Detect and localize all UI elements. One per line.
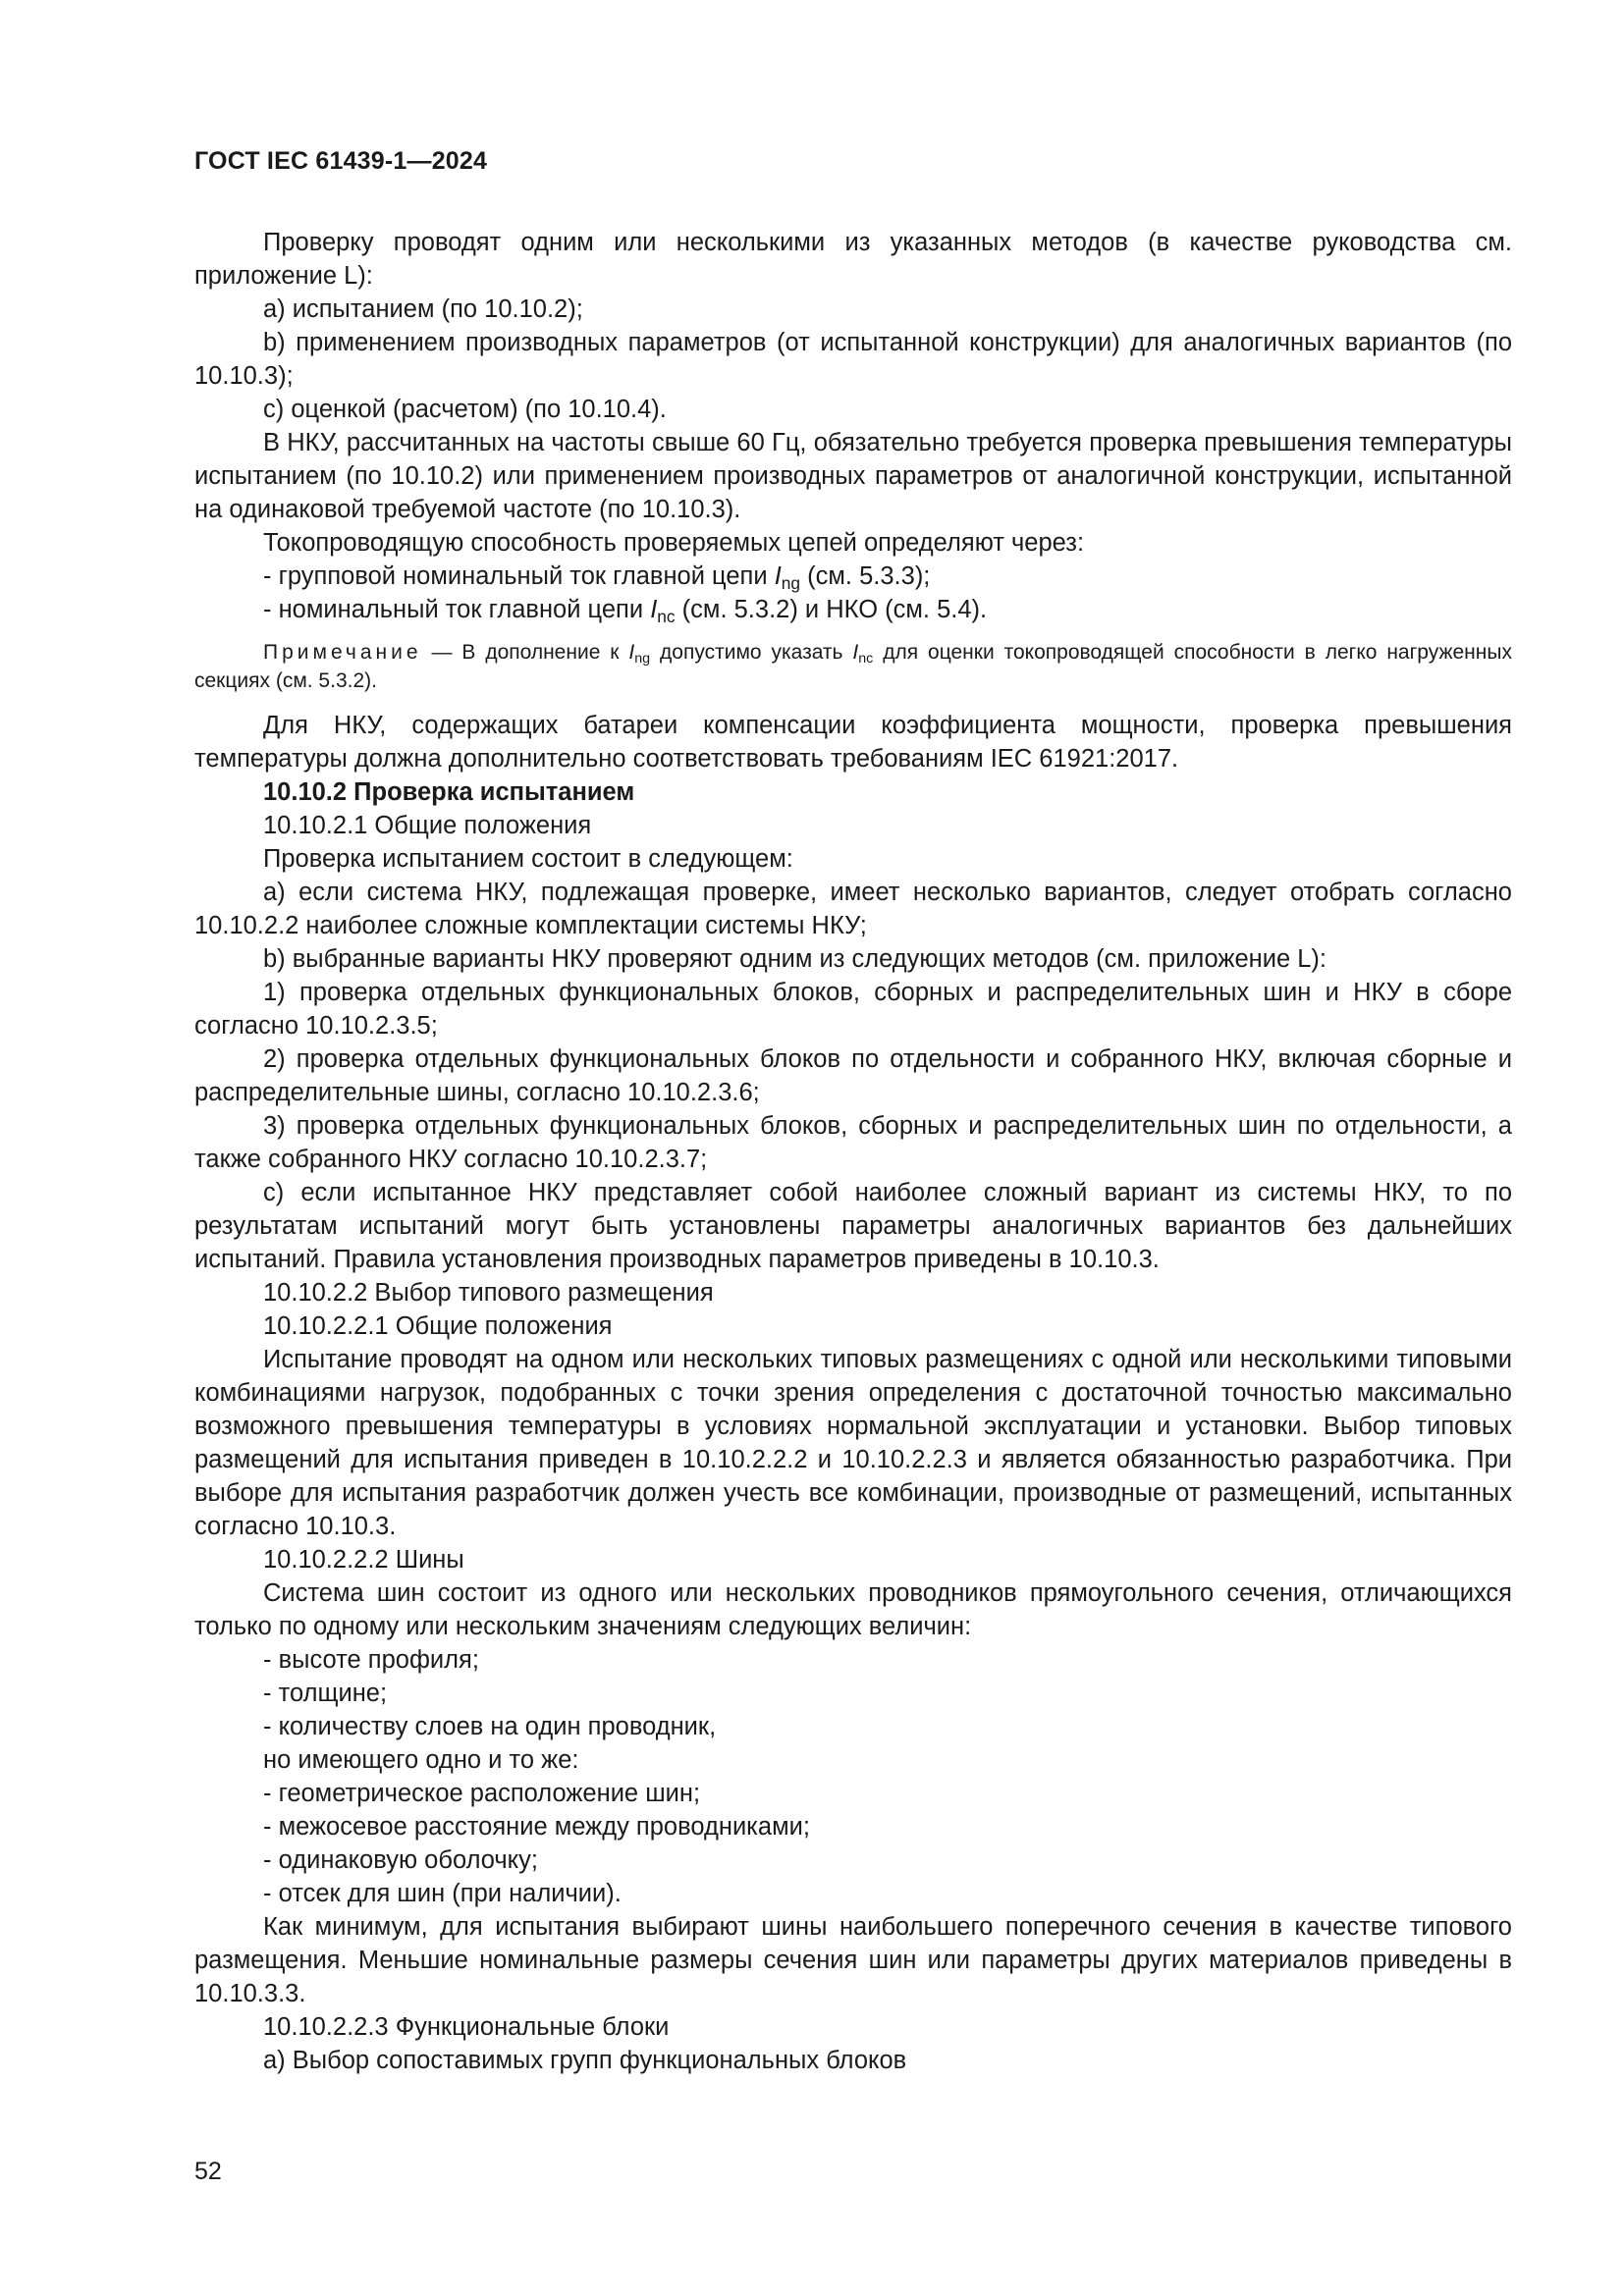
subscript: nc bbox=[657, 606, 676, 626]
list-item: - одинаковую оболочку; bbox=[263, 1846, 538, 1874]
list-item: а) если система НКУ, подлежащая проверке, имеет несколько вариантов, следует отобрать согласно 10.10.2.2 наиболее сложные комплектации системы НКУ; bbox=[194, 879, 1512, 939]
paragraph: Проверка испытанием состоит в следующем: bbox=[263, 845, 793, 873]
paragraph: Система шин состоит из одного или нескольких проводников прямоугольного сечения, отличающихся только по одному или нескольким значениям следующих величин: bbox=[194, 1579, 1512, 1640]
paragraph: Проверку проводят одним или несколькими из указанных методов (в качестве руководства см. приложение L): bbox=[194, 229, 1512, 290]
paragraph: Для НКУ, содержащих батареи компенсации коэффициента мощности, проверка превышения температуры должна дополнительно соответствовать требованиям IEC 61921:2017. bbox=[194, 712, 1512, 773]
list-item: а) испытанием (по 10.10.2); bbox=[263, 295, 583, 323]
subsection-heading: 10.10.2.2 Выбор типового размещения bbox=[263, 1279, 714, 1307]
list-item: c) оценкой (расчетом) (по 10.10.4). bbox=[263, 396, 667, 423]
subscript: ng bbox=[781, 572, 801, 593]
list-item: 3) проверка отдельных функциональных блоков, сборных и распределительных шин по отдельности, а также собранного НКУ согласно 10.10.2.3.7; bbox=[194, 1112, 1512, 1173]
paragraph: а) Выбор сопоставимых групп функциональных блоков bbox=[263, 2047, 907, 2074]
list-item: но имеющего одно и то же: bbox=[263, 1746, 579, 1774]
list-item: - высоте профиля; bbox=[263, 1646, 479, 1674]
list-item: - толщине; bbox=[263, 1680, 388, 1707]
body-text bbox=[194, 226, 1512, 2077]
subsection-heading: 10.10.2.2.3 Функциональные блоки bbox=[263, 2013, 670, 2041]
symbol: I bbox=[774, 562, 782, 590]
list-item: - отсек для шин (при наличии). bbox=[263, 1880, 622, 1907]
list-item: - количеству слоев на один проводник, bbox=[263, 1713, 717, 1740]
subsection-heading: 10.10.2.2.2 Шины bbox=[263, 1546, 464, 1574]
list-item: b) выбранные варианты НКУ проверяют одним из следующих методов (см. приложение L): bbox=[263, 945, 1327, 973]
subsection-heading: 10.10.2.2.1 Общие положения bbox=[263, 1312, 613, 1340]
paragraph: Испытание проводят на одном или нескольких типовых размещениях с одной или несколькими типовыми комбинациями нагрузок, подобранных с точки зрения определения с достаточной точностью максимально возможного превышения температуры в условиях нормальной эксплуатации и установки. Выбор типовых размещений для испытания приведен в 10.10.2.2.2 и 10.10.2.2.3 и является обязанностью разработчика. При выборе для испытания разработчик должен учесть все комбинации, производные от размещений, испытанных согласно 10.10.3. bbox=[194, 1346, 1512, 1540]
list-item: 2) проверка отдельных функциональных блоков по отдельности и собранного НКУ, включая сборные и распределительные шины, согласно 10.10.2.3.6; bbox=[194, 1045, 1512, 1106]
list-item: - геометрическое расположение шин; bbox=[263, 1780, 701, 1807]
list-item: - номинальный ток главной цепи $I_{nc}$ (см. 5.3.2) и НКО (см. 5.4). bbox=[263, 596, 988, 626]
page-number: 52 bbox=[194, 2158, 222, 2185]
symbol: I bbox=[650, 596, 658, 623]
paragraph: Токопроводящую способность проверяемых цепей определяют через: bbox=[263, 529, 1085, 557]
section-heading: 10.10.2 Проверка испытанием bbox=[263, 778, 635, 806]
list-item: 1) проверка отдельных функциональных блоков, сборных и распределительных шин и НКУ в сборе согласно 10.10.2.3.5; bbox=[194, 979, 1512, 1040]
subsection-heading: 10.10.2.1 Общие положения bbox=[263, 812, 592, 839]
paragraph: В НКУ, рассчитанных на частоты свыше 60 Гц, обязательно требуется проверка превышения температуры испытанием (по 10.10.2) или применением производных параметров от аналогичной конструкции, испытанной на одинаковой требуемой частоте (по 10.10.3). bbox=[194, 429, 1512, 523]
note: Примечание — В дополнение к $I_{ng}$ допустимо указать $I_{nc}$ для оценки токопроводящей способности в легко нагруженных секциях (см. 5.3.2). bbox=[194, 641, 1512, 692]
list-item: - групповой номинальный ток главной цепи $I_{ng}$ (см. 5.3.3); bbox=[263, 562, 931, 593]
document-header: ГОСТ IEC 61439-1—2024 bbox=[194, 147, 488, 175]
list-item: b) применением производных параметров (от испытанной конструкции) для аналогичных вариантов (по 10.10.3); bbox=[194, 329, 1512, 390]
list-item: - межосевое расстояние между проводниками; bbox=[263, 1813, 810, 1841]
note-label: Примечание bbox=[263, 641, 422, 664]
paragraph: Как минимум, для испытания выбирают шины наибольшего поперечного сечения в качестве типового размещения. Меньшие номинальные размеры сечения шин или параметры других материалов приведены в 10.10.3.3. bbox=[194, 1913, 1512, 2007]
list-item: c) если испытанное НКУ представляет собой наиболее сложный вариант из системы НКУ, то по результатам испытаний могут быть установлены параметры аналогичных вариантов без дальнейших испытаний. Правила установления производных параметров приведены в 10.10.3. bbox=[194, 1179, 1512, 1273]
